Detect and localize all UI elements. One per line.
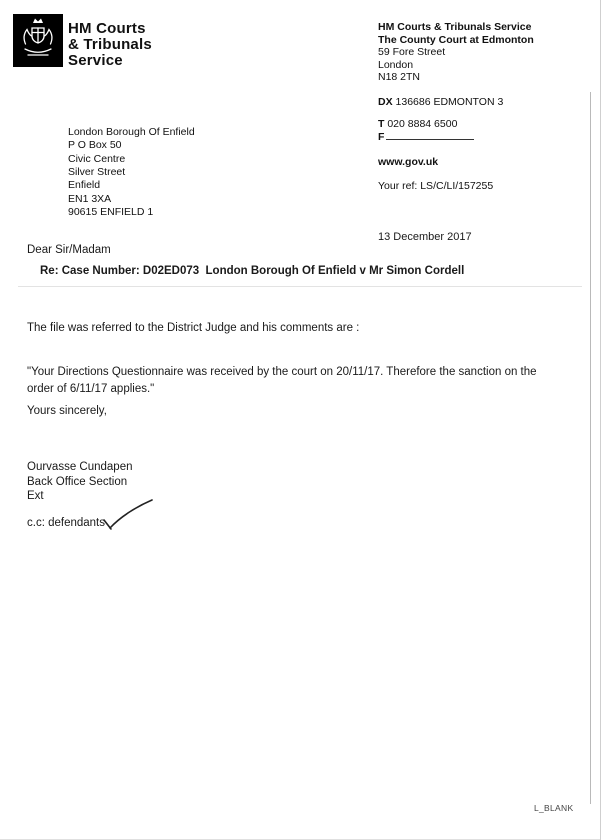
recipient-line: 90615 ENFIELD 1 (68, 205, 154, 218)
recipient-line: EN1 3XA (68, 192, 112, 205)
recipient-address-block (68, 126, 195, 219)
logo-line-2: & Tribunals (68, 36, 152, 54)
fax-blank-line (386, 130, 474, 140)
cc-line: c.c: defendants (27, 517, 105, 529)
phone-value: 020 8884 6500 (387, 117, 458, 130)
logo-line-1: HM Courts (68, 20, 146, 37)
sender-court: The County Court at Edmonton (378, 33, 534, 46)
sender-fax-line (378, 130, 534, 144)
recipient-line: Silver Street (68, 165, 126, 178)
logo-line-3: Service (68, 52, 123, 70)
sender-address-line: London (378, 58, 414, 71)
sender-org: HM Courts & Tribunals Service (378, 21, 532, 33)
signatory-dept: Back Office Section (27, 475, 128, 488)
handwritten-tick-mark (96, 498, 158, 537)
closing: Yours sincerely, (27, 405, 107, 417)
recipient-line: P O Box 50 (68, 139, 122, 152)
recipient-line: London Borough Of Enfield (68, 126, 195, 138)
phone-label: T (378, 117, 385, 130)
subject-line: Re: Case Number: D02ED073 London Borough Of Enfield v Mr Simon Cordell (40, 265, 465, 277)
body-paragraph-1: The file was referred to the District Judge and his comments are : (27, 322, 360, 334)
recipient-line: Civic Centre (68, 152, 126, 165)
body-paragraph-2: "Your Directions Questionnaire was received by the court on 20/11/17. Therefore the sanction on the order of 6/11/17 applies." (27, 366, 537, 396)
sender-address-block (378, 21, 534, 193)
dx-label: DX (378, 95, 393, 108)
fax-label: F (378, 131, 385, 144)
recipient-line: Enfield (68, 179, 101, 192)
scan-artifact-rule (18, 286, 582, 287)
scan-edge-line (590, 92, 591, 804)
dx-value: 136686 EDMONTON 3 (395, 95, 504, 108)
sender-dx-line (378, 96, 534, 109)
sender-phone-line (378, 118, 534, 131)
footer-form-code: L_BLANK (534, 803, 574, 813)
signatory-name: Ourvasse Cundapen (27, 461, 133, 473)
signatory-ext: Ext (27, 490, 44, 503)
sender-address-line: 59 Fore Street (378, 46, 446, 59)
salutation: Dear Sir/Madam (27, 244, 111, 256)
letter-date: 13 December 2017 (378, 231, 472, 243)
logo-wordmark (68, 21, 152, 70)
sender-address-line: N18 2TN (378, 71, 421, 84)
your-ref: Your ref: LS/C/LI/157255 (378, 180, 494, 193)
sender-website: www.gov.uk (378, 155, 439, 168)
royal-crest-icon (13, 14, 63, 67)
